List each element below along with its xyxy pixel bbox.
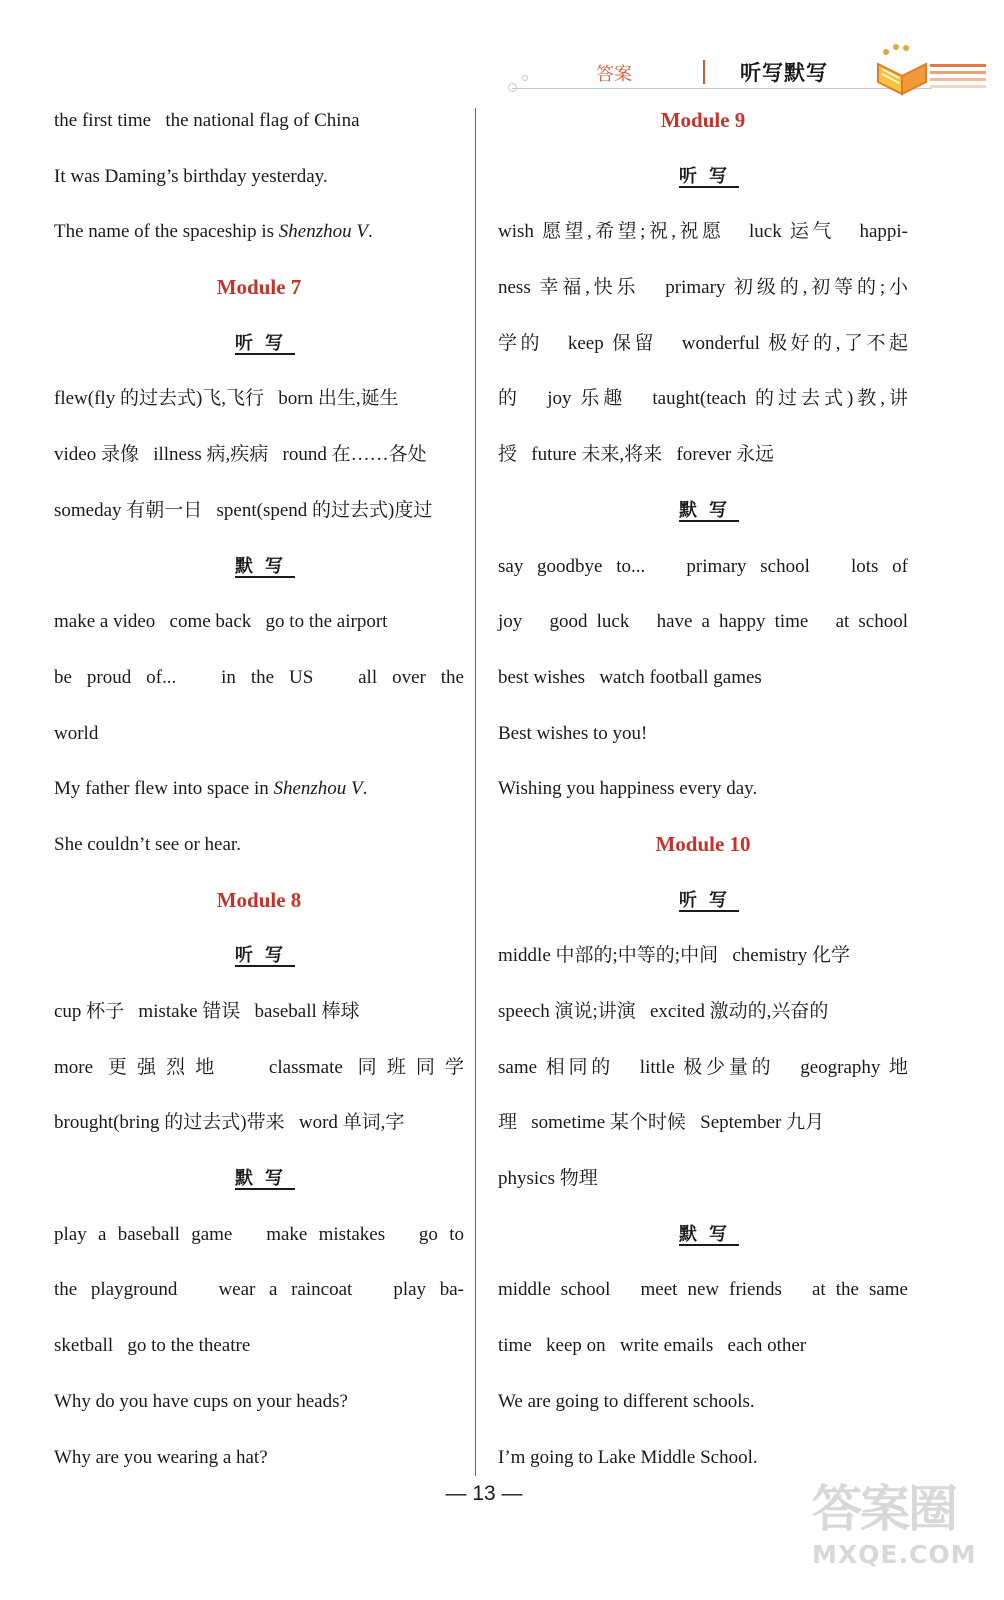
decor-circle-small [522,75,528,81]
text-line: We are going to different schools. [498,1390,755,1412]
open-book-icon [872,42,932,98]
text-line: Wishing you happiness every day. [498,778,758,800]
section-heading-dictation: 听写 [235,945,295,967]
text-line: ness 幸福,快乐 primary 初级的,初等的;小 [498,277,908,299]
text-line: make a video come back go to the airport [54,611,388,633]
text-line: more 更强烈地 classmate 同班同学 [54,1056,464,1078]
text-line: Why do you have cups on your heads? [54,1390,348,1412]
text-line: joy good luck have a happy time at school [498,611,908,633]
right-column [498,93,908,1485]
text-line: speech 演说;讲演 excited 激动的,兴奋的 [498,1001,829,1022]
text-line: She couldn’t see or hear. [54,833,241,855]
section-heading-dictation: 听写 [679,889,739,911]
header-separator [703,60,705,84]
text-line: the playground wear a raincoat play ba- [54,1279,464,1301]
text-line: say goodbye to... primary school lots of [498,555,908,577]
text-line: physics 物理 [498,1168,598,1190]
module-heading: Module 7 [216,275,302,300]
text-line: middle school meet new friends at the same [498,1279,908,1301]
section-heading-dictation: 听写 [679,165,739,187]
page-number: — 13 — [445,1482,523,1505]
header-rule [512,88,932,89]
text-line: 授 future 未来,将来 forever 永远 [498,444,774,466]
text-line: Why are you wearing a hat? [54,1446,268,1468]
watermark-logo [812,1478,982,1590]
text-line: best wishes watch football games [498,666,762,688]
page-header [500,40,990,100]
text-line: world [54,722,99,744]
text-line: video 录像 illness 病,疾病 round 在……各处 [54,444,427,466]
text-line: flew(fly 的过去式)飞,飞行 born 出生,诞生 [54,388,399,410]
text-line: be proud of... in the US all over the [54,666,464,688]
text-line: cup 杯子 mistake 错误 baseball 棒球 [54,1001,360,1022]
header-title: 听写默写 [740,61,828,85]
section-heading-writing: 默写 [235,1168,295,1190]
text-line: same 相同的 little 极少量的 geography 地 [498,1056,908,1078]
text-line: I’m going to Lake Middle School. [498,1446,758,1468]
text-line: 的 joy 乐趣 taught(teach 的过去式)教,讲 [498,388,908,410]
module-heading: Module 8 [216,887,302,912]
text-line: someday 有朝一日 spent(spend 的过去式)度过 [54,499,433,521]
module-heading: Module 9 [660,108,746,132]
text-line: time keep on write emails each other [498,1335,807,1357]
text-line: wish 愿望,希望;祝,祝愿 luck 运气 happi- [498,221,908,243]
watermark-url: MXQE.COM [812,1540,977,1569]
text-line: the first time the national flag of China [54,110,360,131]
module-heading: Module 10 [655,831,751,856]
text-line: 学的 keep 保留 wonderful 极好的,了不起 [498,332,908,354]
section-heading-dictation: 听写 [235,332,295,354]
italic-spaceship-name: Shenzhou V [273,778,363,800]
section-heading-writing: 默写 [679,499,739,521]
text-line: brought(bring 的过去式)带来 word 单词,字 [54,1112,405,1134]
section-heading-writing: 默写 [679,1223,739,1245]
column-divider [475,108,476,1476]
italic-spaceship-name: Shenzhou V [278,221,368,243]
text-line: It was Daming’s birthday yesterday. [54,165,328,187]
text-line: middle 中部的;中等的;中间 chemistry 化学 [498,945,851,967]
header-answer-label: 答案 [596,64,632,85]
text-line: My father flew into space in Shenzhou V. [54,778,368,800]
watermark-text: 答案圈 [812,1480,956,1538]
section-heading-writing: 默写 [235,555,295,577]
text-line: Best wishes to you! [498,722,648,744]
text-line: sketball go to the theatre [54,1335,251,1357]
text-line: 理 sometime 某个时候 September 九月 [498,1112,825,1134]
left-column [54,93,464,1485]
text-line: The name of the spaceship is Shenzhou V. [54,221,373,243]
text-line: play a baseball game make mistakes go to [54,1223,464,1245]
header-stripes [930,64,986,92]
